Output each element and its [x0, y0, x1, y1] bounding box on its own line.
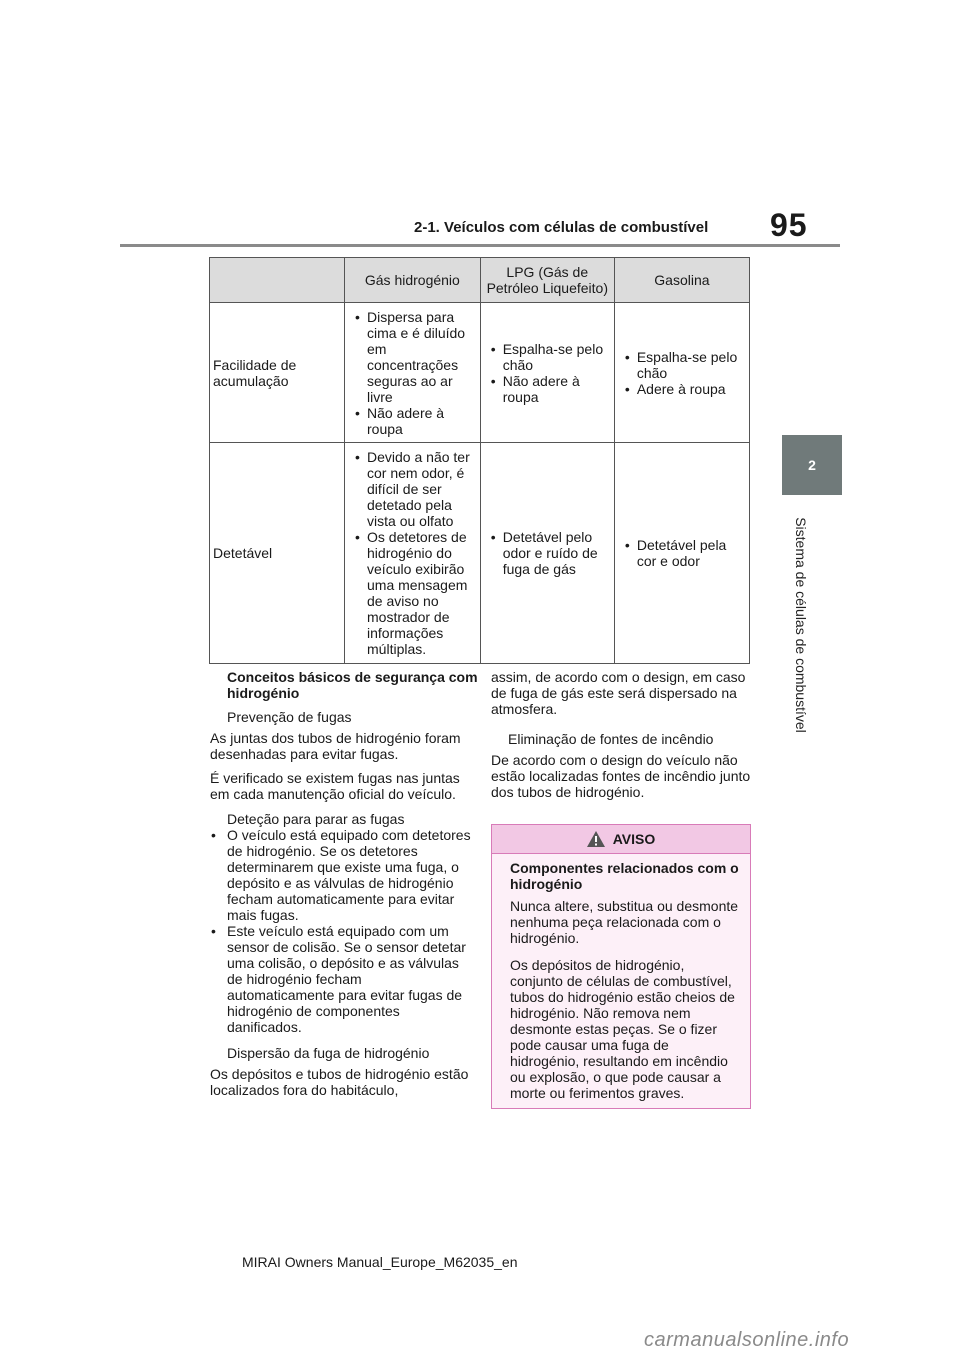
site-watermark: carmanualsonline.info [644, 1329, 850, 1351]
warning-body [492, 854, 750, 1108]
paragraph: É verificado se existem fugas nas juntas em cada manutenção oficial do veículo. [210, 770, 460, 802]
list-item: • Dispersa para cima e é diluído em concentrações seguras ao ar livre [353, 309, 476, 405]
warning-box [491, 824, 751, 1109]
table-header-row [210, 258, 750, 303]
table-cell-gasoline [614, 443, 749, 664]
table-header-lpg: LPG (Gás de Petróleo Liquefeito) [480, 258, 614, 303]
paragraph: De acordo com o design do veículo não estão localizadas fontes de incêndio junto dos tubos de hidrogénio. [491, 752, 751, 800]
chapter-side-title [790, 505, 812, 745]
table-cell-lpg [480, 303, 614, 443]
table-cell-hydrogen [345, 443, 481, 664]
subheading-detection: Deteção para parar as fugas [227, 811, 405, 827]
warning-heading: Componentes relacionados com o hidrogénio [510, 860, 739, 892]
table-cell-hydrogen [345, 303, 481, 443]
warning-icon [587, 831, 605, 847]
comparison-table [209, 257, 750, 664]
list-item: • Adere à roupa [623, 381, 745, 397]
row-label: Facilidade de acumulação [210, 303, 345, 443]
list-item: • Não adere à roupa [353, 405, 476, 437]
subheading-dispersion: Dispersão da fuga de hidrogénio [227, 1045, 430, 1061]
section-heading: Conceitos básicos de segurança com hidrogénio [227, 669, 478, 701]
chapter-tab: 2 [782, 435, 842, 495]
table-header-hydrogen: Gás hidrogénio [345, 258, 481, 303]
paragraph: assim, de acordo com o design, em caso de fuga de gás este será dispersado na atmosfera. [491, 669, 746, 717]
page-number: 95 [770, 207, 808, 243]
list-item: • Espalha-se pelo chão [489, 341, 610, 373]
subheading-leak-prevention: Prevenção de fugas [227, 709, 352, 725]
section-title: 2-1. Veículos com células de combustível [414, 219, 709, 236]
footer-text: MIRAI Owners Manual_Europe_M62035_en [242, 1254, 518, 1270]
warning-paragraph: Os depósitos de hidrogénio, conjunto de células de combustível, tubos do hidrogénio estão cheios de hidrogénio. Não remova nem desmonte estas peças. Se o fizer pode causar uma fuga de hidrogénio, resultando em incêndio ou explosão, o que pode causar a morte ou ferimentos graves. [510, 957, 735, 1101]
table-row [210, 443, 750, 664]
table-cell-lpg [480, 443, 614, 664]
warning-paragraph: Nunca altere, substitua ou desmonte nenhuma peça relacionada com o hidrogénio. [510, 898, 739, 946]
list-item: • O veículo está equipado com detetores de hidrogénio. Se os detetores determinarem que existe uma fuga, o depósito e as válvulas de hidrogénio fecham automaticamente para evitar mais fugas. [210, 827, 472, 923]
table-header-blank [210, 258, 345, 303]
table-cell-gasoline [614, 303, 749, 443]
table-header-gasoline: Gasolina [614, 258, 749, 303]
list-item: • Os detetores de hidrogénio do veículo exibirão uma mensagem de aviso no mostrador de informações múltiplas. [353, 529, 476, 657]
paragraph: As juntas dos tubos de hidrogénio foram desenhadas para evitar fugas. [210, 730, 461, 762]
list-item: • Devido a não ter cor nem odor, é difícil de ser detetado pela vista ou olfato [353, 449, 476, 529]
row-label: Detetável [210, 443, 345, 664]
paragraph: Os depósitos e tubos de hidrogénio estão localizados fora do habitáculo, [210, 1066, 469, 1098]
list-item: • Este veículo está equipado com um sensor de colisão. Se o sensor detetar uma colisão, o depósito e as válvulas de hidrogénio fecham automaticamente para evitar fugas de hidrogénio de componentes danificados. [210, 923, 472, 1035]
header-divider [120, 244, 840, 247]
warning-header [492, 825, 750, 854]
detection-list [210, 827, 472, 1035]
list-item: • Não adere à roupa [489, 373, 610, 405]
subheading-ignition: Eliminação de fontes de incêndio [508, 731, 714, 747]
list-item: • Detetável pela cor e odor [623, 537, 745, 569]
warning-title: AVISO [612, 831, 656, 847]
list-item: • Detetável pelo odor e ruído de fuga de gás [489, 529, 610, 577]
list-item: • Espalha-se pelo chão [623, 349, 745, 381]
chapter-side-title-text: Sistema de células de combustível [793, 517, 809, 733]
table-row [210, 303, 750, 443]
